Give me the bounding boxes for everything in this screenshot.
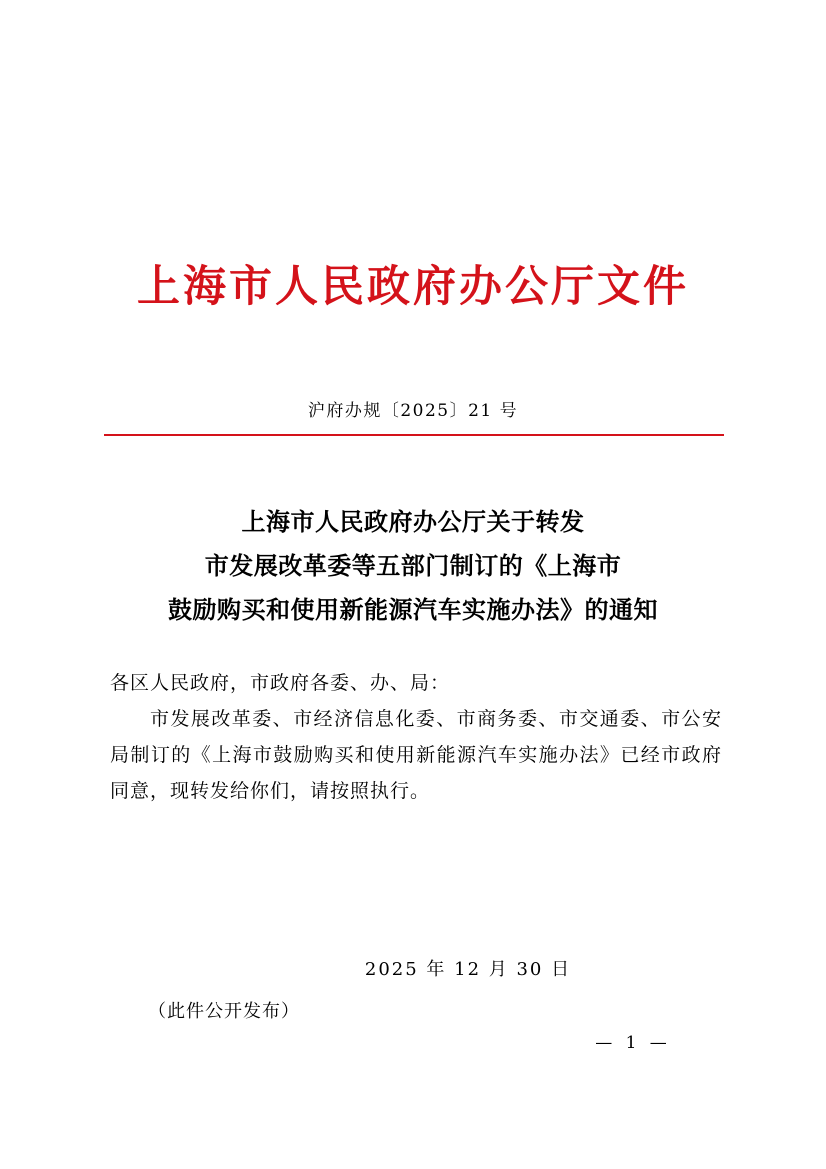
notice-body [110, 665, 722, 809]
notice-title-line-2: 市发展改革委等五部门制订的《上海市 [204, 551, 622, 580]
masthead-title: 上海市人民政府办公厅文件 [137, 262, 689, 312]
notice-title-line-1: 上海市人民政府办公厅关于转发 [241, 507, 585, 536]
document-number: 沪府办规〔2025〕21 号 [307, 401, 519, 421]
body-paragraph: 市发展改革委、市经济信息化委、市商务委、市交通委、市公安局制订的《上海市鼓励购买和使用新能源汽车实施办法》已经市政府同意，现转发给你们，请按照执行。 [110, 708, 722, 802]
public-release-note: （此件公开发布） [148, 1001, 300, 1022]
salutation: 各区人民政府，市政府各委、办、局： [110, 672, 451, 694]
page-number: — 1 — [595, 1033, 671, 1053]
signature-date: 2025 年 12 月 30 日 [364, 959, 572, 980]
red-divider-rule [104, 434, 724, 436]
notice-title [113, 500, 713, 632]
notice-title-line-3: 鼓励购买和使用新能源汽车实施办法》的通知 [168, 595, 658, 624]
